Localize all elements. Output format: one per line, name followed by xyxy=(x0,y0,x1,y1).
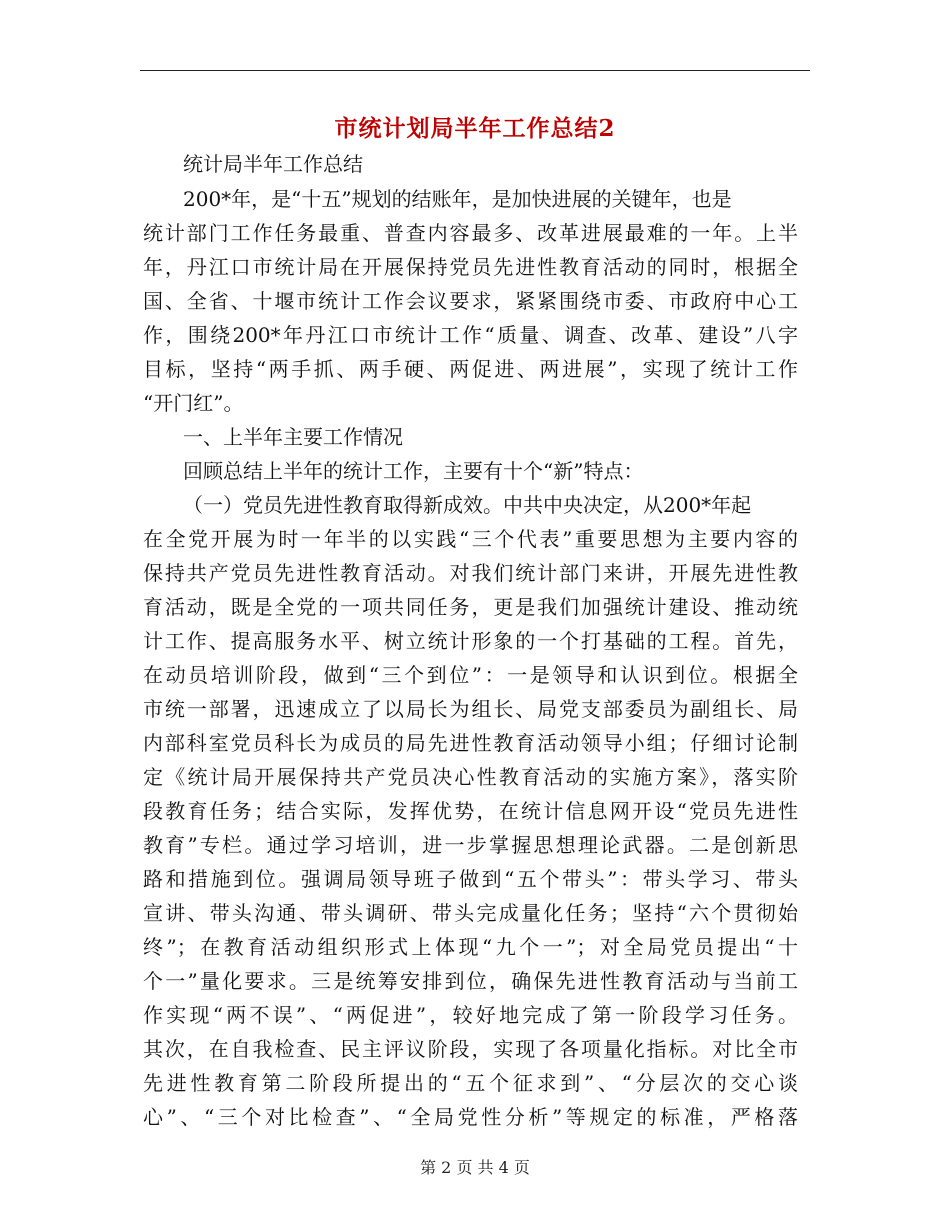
body-line: 目标，坚持“两手抓、两手硬、两促进、两进展”，实现了统计工作 xyxy=(143,357,798,381)
body-line: “开门红”。 xyxy=(143,391,244,415)
body-line: 统计局半年工作总结 xyxy=(183,152,363,176)
page-number: 第 2 页 共 4 页 xyxy=(420,1158,530,1177)
body-line: 个一”量化要求。三是统筹安排到位，确保先进性教育活动与当前工 xyxy=(143,969,798,993)
body-line: 年，丹江口市统计局在开展保持党员先进性教育活动的同时，根据全 xyxy=(143,255,798,279)
body-line: 200*年，是“十五”规划的结账年，是加快进展的关键年，也是 xyxy=(183,187,732,211)
body-line: 先进性教育第二阶段所提出的“五个征求到”、“分层次的交心谈 xyxy=(143,1071,798,1095)
body-line: 段教育任务；结合实际，发挥优势，在统计信息网开设“党员先进性 xyxy=(143,799,798,823)
body-line: 定《统计局开展保持共产党员决心性教育活动的实施方案》，落实阶 xyxy=(143,765,798,789)
body-line: 作实现“两不误”、“两促进”，较好地完成了第一阶段学习任务。 xyxy=(143,1003,798,1027)
body-line: 教育”专栏。通过学习培训，进一步掌握思想理论武器。二是创新思 xyxy=(143,833,798,857)
body-line: 路和措施到位。强调局领导班子做到“五个带头”：带头学习、带头 xyxy=(143,867,798,891)
body-line: 心”、“三个对比检查”、“全局党性分析”等规定的标准，严格落 xyxy=(143,1105,798,1129)
section-heading: 一、上半年主要工作情况 xyxy=(183,425,403,449)
document-title: 市统计划局半年工作总结2 xyxy=(334,115,616,142)
body-line: 在动员培训阶段，做到“三个到位”：一是领导和认识到位。根据全 xyxy=(143,663,798,687)
body-line: 国、全省、十堰市统计工作会议要求，紧紧围绕市委、市政府中心工 xyxy=(143,289,798,313)
body-line: 计工作、提高服务水平、树立统计形象的一个打基础的工程。首先， xyxy=(143,629,798,653)
body-line: 回顾总结上半年的统计工作，主要有十个“新”特点： xyxy=(183,459,644,483)
body-line: 终”；在教育活动组织形式上体现“九个一”；对全局党员提出“十 xyxy=(143,935,798,959)
body-line: 在全党开展为时一年半的以实践“三个代表”重要思想为主要内容的 xyxy=(143,527,798,551)
body-line: 市统一部署，迅速成立了以局长为组长、局党支部委员为副组长、局 xyxy=(143,697,798,721)
body-line: 内部科室党员科长为成员的局先进性教育活动领导小组；仔细讨论制 xyxy=(143,731,798,755)
body-line: 育活动，既是全党的一项共同任务，更是我们加强统计建设、推动统 xyxy=(143,595,798,619)
body-line: 作，围绕200*年丹江口市统计工作“质量、调查、改革、建设”八字 xyxy=(143,323,798,347)
body-line: 其次，在自我检查、民主评议阶段，实现了各项量化指标。对比全市 xyxy=(143,1037,798,1061)
body-line: 保持共产党员先进性教育活动。对我们统计部门来讲，开展先进性教 xyxy=(143,561,798,585)
body-line: 宣讲、带头沟通、带头调研、带头完成量化任务；坚持“六个贯彻始 xyxy=(143,901,798,925)
subsection-heading: （一）党员先进性教育取得新成效。中共中央决定，从200*年起 xyxy=(183,493,752,517)
header-rule xyxy=(140,70,810,71)
body-line: 统计部门工作任务最重、普查内容最多、改革进展最难的一年。上半 xyxy=(143,221,798,245)
